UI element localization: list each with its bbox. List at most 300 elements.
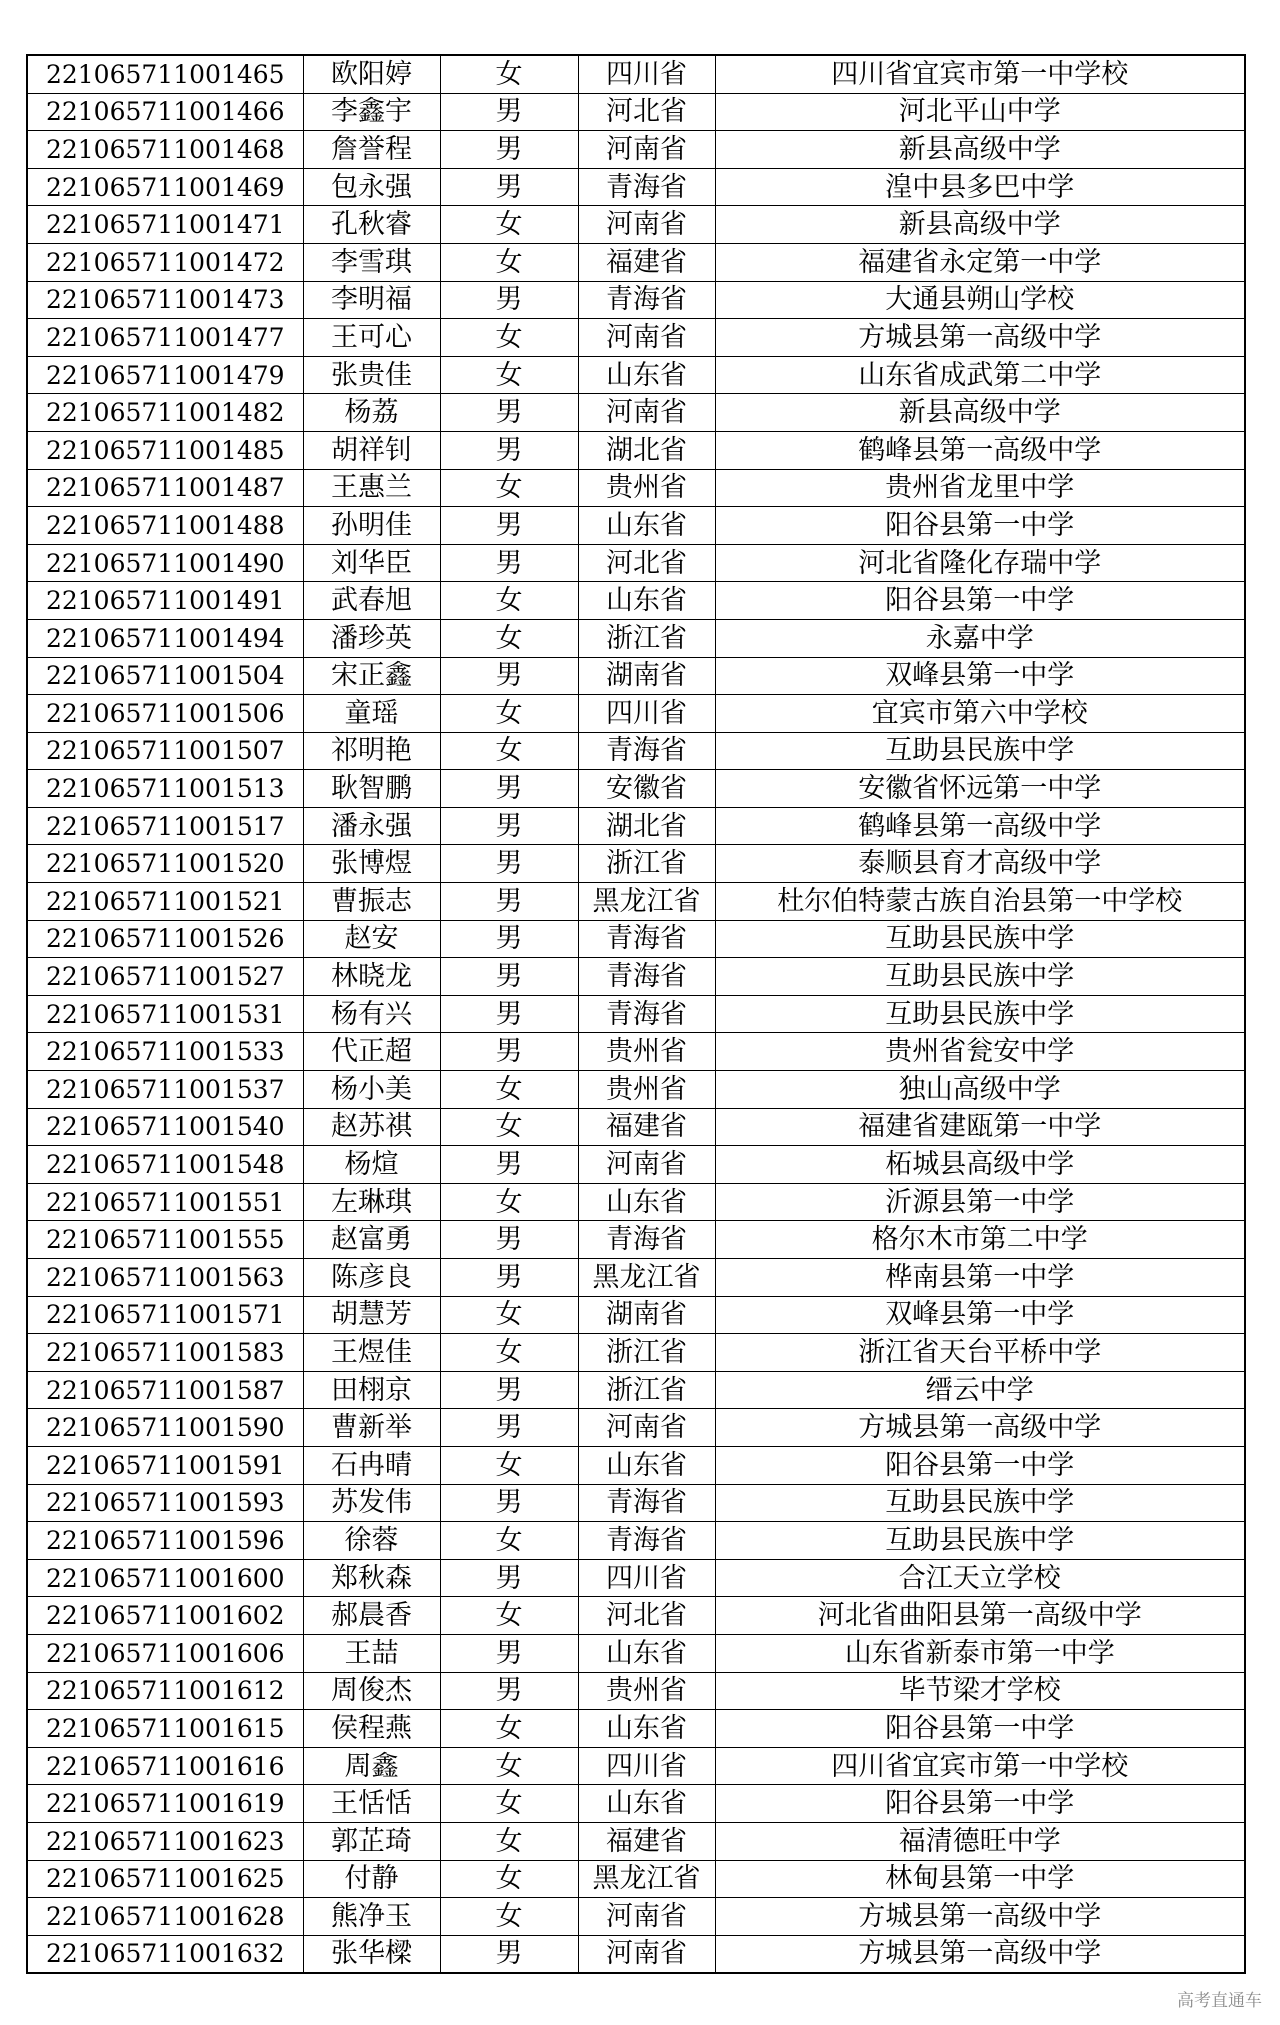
province-cell: 四川省 [578,695,715,733]
table-row [27,1522,1245,1560]
admission-list-body [27,55,1245,1973]
province-cell: 山东省 [578,1183,715,1221]
table-row [27,1860,1245,1898]
candidate-id-cell: 221065711001615 [27,1710,303,1748]
watermark-text: 高考直通车 [1177,1991,1262,2011]
name-cell: 刘华臣 [303,544,440,582]
school-cell: 湟中县多巴中学 [715,168,1245,206]
table-row [27,1898,1245,1936]
gender-cell: 男 [440,1221,578,1259]
table-row [27,770,1245,808]
school-cell: 大通县朔山学校 [715,281,1245,319]
name-cell: 林晓龙 [303,958,440,996]
name-cell: 孙明佳 [303,507,440,545]
school-cell: 互助县民族中学 [715,732,1245,770]
province-cell: 河北省 [578,544,715,582]
candidate-id-cell: 221065711001616 [27,1747,303,1785]
school-cell: 新县高级中学 [715,206,1245,244]
table-row [27,319,1245,357]
gender-cell: 男 [440,281,578,319]
candidate-id-cell: 221065711001487 [27,469,303,507]
candidate-id-cell: 221065711001527 [27,958,303,996]
province-cell: 贵州省 [578,1033,715,1071]
school-cell: 山东省新泰市第一中学 [715,1634,1245,1672]
province-cell: 山东省 [578,1446,715,1484]
table-row [27,55,1245,93]
gender-cell: 女 [440,1597,578,1635]
gender-cell: 男 [440,131,578,169]
school-cell: 林甸县第一中学 [715,1860,1245,1898]
name-cell: 徐蓉 [303,1522,440,1560]
province-cell: 青海省 [578,281,715,319]
province-cell: 安徽省 [578,770,715,808]
province-cell: 山东省 [578,1710,715,1748]
name-cell: 张华樑 [303,1935,440,1973]
province-cell: 贵州省 [578,1672,715,1710]
province-cell: 浙江省 [578,1334,715,1372]
name-cell: 王煜佳 [303,1334,440,1372]
school-cell: 杜尔伯特蒙古族自治县第一中学校 [715,883,1245,921]
school-cell: 贵州省龙里中学 [715,469,1245,507]
candidate-id-cell: 221065711001587 [27,1371,303,1409]
name-cell: 赵富勇 [303,1221,440,1259]
candidate-id-cell: 221065711001593 [27,1484,303,1522]
candidate-id-cell: 221065711001591 [27,1446,303,1484]
candidate-id-cell: 221065711001490 [27,544,303,582]
province-cell: 浙江省 [578,619,715,657]
name-cell: 张贵佳 [303,356,440,394]
table-row [27,1672,1245,1710]
table-row [27,1071,1245,1109]
table-row [27,243,1245,281]
school-cell: 新县高级中学 [715,394,1245,432]
school-cell: 柘城县高级中学 [715,1146,1245,1184]
name-cell: 李雪琪 [303,243,440,281]
table-row [27,1785,1245,1823]
gender-cell: 女 [440,1522,578,1560]
gender-cell: 男 [440,1559,578,1597]
candidate-id-cell: 221065711001619 [27,1785,303,1823]
province-cell: 四川省 [578,1559,715,1597]
candidate-id-cell: 221065711001506 [27,695,303,733]
table-row [27,431,1245,469]
school-cell: 泰顺县育才高级中学 [715,845,1245,883]
province-cell: 福建省 [578,243,715,281]
province-cell: 青海省 [578,168,715,206]
school-cell: 方城县第一高级中学 [715,319,1245,357]
name-cell: 胡祥钊 [303,431,440,469]
table-row [27,1146,1245,1184]
gender-cell: 男 [440,1259,578,1297]
gender-cell: 男 [440,1146,578,1184]
name-cell: 王恬恬 [303,1785,440,1823]
gender-cell: 男 [440,1484,578,1522]
gender-cell: 女 [440,1860,578,1898]
province-cell: 四川省 [578,1747,715,1785]
province-cell: 湖南省 [578,657,715,695]
province-cell: 河南省 [578,1898,715,1936]
school-cell: 桦南县第一中学 [715,1259,1245,1297]
province-cell: 河南省 [578,1935,715,1973]
name-cell: 郭芷琦 [303,1822,440,1860]
province-cell: 黑龙江省 [578,1259,715,1297]
name-cell: 付静 [303,1860,440,1898]
gender-cell: 女 [440,55,578,93]
school-cell: 鹤峰县第一高级中学 [715,431,1245,469]
candidate-id-cell: 221065711001472 [27,243,303,281]
school-cell: 河北平山中学 [715,93,1245,131]
gender-cell: 男 [440,958,578,996]
school-cell: 福建省永定第一中学 [715,243,1245,281]
candidate-id-cell: 221065711001482 [27,394,303,432]
school-cell: 沂源县第一中学 [715,1183,1245,1221]
table-row [27,168,1245,206]
province-cell: 四川省 [578,55,715,93]
name-cell: 胡慧芳 [303,1296,440,1334]
name-cell: 詹誉程 [303,131,440,169]
province-cell: 福建省 [578,1108,715,1146]
province-cell: 山东省 [578,356,715,394]
school-cell: 新县高级中学 [715,131,1245,169]
school-cell: 互助县民族中学 [715,1484,1245,1522]
candidate-id-cell: 221065711001623 [27,1822,303,1860]
table-row [27,131,1245,169]
name-cell: 王惠兰 [303,469,440,507]
school-cell: 宜宾市第六中学校 [715,695,1245,733]
name-cell: 郝晨香 [303,1597,440,1635]
table-row [27,1484,1245,1522]
candidate-id-cell: 221065711001540 [27,1108,303,1146]
table-row [27,958,1245,996]
table-row [27,995,1245,1033]
name-cell: 张博煜 [303,845,440,883]
school-cell: 浙江省天台平桥中学 [715,1334,1245,1372]
name-cell: 陈彦良 [303,1259,440,1297]
gender-cell: 女 [440,1334,578,1372]
table-row [27,1371,1245,1409]
candidate-id-cell: 221065711001537 [27,1071,303,1109]
table-row [27,1559,1245,1597]
school-cell: 格尔木市第二中学 [715,1221,1245,1259]
name-cell: 侯程燕 [303,1710,440,1748]
candidate-id-cell: 221065711001465 [27,55,303,93]
name-cell: 童瑶 [303,695,440,733]
province-cell: 贵州省 [578,469,715,507]
name-cell: 欧阳婷 [303,55,440,93]
name-cell: 石冉晴 [303,1446,440,1484]
table-row [27,1108,1245,1146]
province-cell: 山东省 [578,1785,715,1823]
school-cell: 安徽省怀远第一中学 [715,770,1245,808]
name-cell: 赵安 [303,920,440,958]
table-row [27,206,1245,244]
table-row [27,1597,1245,1635]
candidate-id-cell: 221065711001520 [27,845,303,883]
gender-cell: 女 [440,1108,578,1146]
province-cell: 浙江省 [578,845,715,883]
province-cell: 河北省 [578,1597,715,1635]
name-cell: 李鑫宇 [303,93,440,131]
name-cell: 曹新举 [303,1409,440,1447]
name-cell: 熊净玉 [303,1898,440,1936]
candidate-id-cell: 221065711001600 [27,1559,303,1597]
candidate-id-cell: 221065711001612 [27,1672,303,1710]
gender-cell: 女 [440,1747,578,1785]
school-cell: 互助县民族中学 [715,958,1245,996]
gender-cell: 男 [440,1371,578,1409]
table-row [27,507,1245,545]
school-cell: 毕节梁才学校 [715,1672,1245,1710]
table-row [27,657,1245,695]
gender-cell: 男 [440,657,578,695]
gender-cell: 男 [440,1409,578,1447]
school-cell: 合江天立学校 [715,1559,1245,1597]
gender-cell: 男 [440,168,578,206]
province-cell: 青海省 [578,920,715,958]
province-cell: 河南省 [578,1146,715,1184]
name-cell: 苏发伟 [303,1484,440,1522]
province-cell: 湖北省 [578,807,715,845]
name-cell: 田栩京 [303,1371,440,1409]
name-cell: 曹振志 [303,883,440,921]
province-cell: 浙江省 [578,1371,715,1409]
school-cell: 缙云中学 [715,1371,1245,1409]
gender-cell: 男 [440,920,578,958]
name-cell: 包永强 [303,168,440,206]
candidate-id-cell: 221065711001590 [27,1409,303,1447]
gender-cell: 女 [440,469,578,507]
gender-cell: 男 [440,507,578,545]
school-cell: 方城县第一高级中学 [715,1409,1245,1447]
school-cell: 互助县民族中学 [715,1522,1245,1560]
candidate-id-cell: 221065711001507 [27,732,303,770]
school-cell: 双峰县第一中学 [715,657,1245,695]
gender-cell: 男 [440,1672,578,1710]
province-cell: 青海省 [578,1221,715,1259]
name-cell: 李明福 [303,281,440,319]
province-cell: 山东省 [578,1634,715,1672]
candidate-id-cell: 221065711001596 [27,1522,303,1560]
school-cell: 阳谷县第一中学 [715,1785,1245,1823]
gender-cell: 女 [440,243,578,281]
candidate-id-cell: 221065711001555 [27,1221,303,1259]
gender-cell: 女 [440,356,578,394]
school-cell: 福清德旺中学 [715,1822,1245,1860]
candidate-id-cell: 221065711001494 [27,619,303,657]
candidate-id-cell: 221065711001548 [27,1146,303,1184]
gender-cell: 男 [440,93,578,131]
name-cell: 王喆 [303,1634,440,1672]
gender-cell: 男 [440,394,578,432]
province-cell: 湖南省 [578,1296,715,1334]
name-cell: 潘珍英 [303,619,440,657]
school-cell: 阳谷县第一中学 [715,582,1245,620]
gender-cell: 女 [440,206,578,244]
gender-cell: 男 [440,431,578,469]
school-cell: 鹤峰县第一高级中学 [715,807,1245,845]
name-cell: 杨有兴 [303,995,440,1033]
candidate-id-cell: 221065711001479 [27,356,303,394]
school-cell: 独山高级中学 [715,1071,1245,1109]
table-row [27,469,1245,507]
school-cell: 河北省曲阳县第一高级中学 [715,1597,1245,1635]
candidate-id-cell: 221065711001521 [27,883,303,921]
table-row [27,1334,1245,1372]
school-cell: 阳谷县第一中学 [715,1446,1245,1484]
candidate-id-cell: 221065711001571 [27,1296,303,1334]
table-row [27,1296,1245,1334]
province-cell: 青海省 [578,995,715,1033]
gender-cell: 男 [440,1634,578,1672]
school-cell: 福建省建瓯第一中学 [715,1108,1245,1146]
school-cell: 方城县第一高级中学 [715,1898,1245,1936]
name-cell: 耿智鹏 [303,770,440,808]
province-cell: 山东省 [578,507,715,545]
candidate-id-cell: 221065711001513 [27,770,303,808]
candidate-id-cell: 221065711001477 [27,319,303,357]
name-cell: 周鑫 [303,1747,440,1785]
table-row [27,1634,1245,1672]
gender-cell: 女 [440,619,578,657]
province-cell: 河南省 [578,1409,715,1447]
gender-cell: 女 [440,1898,578,1936]
candidate-id-cell: 221065711001583 [27,1334,303,1372]
gender-cell: 男 [440,845,578,883]
name-cell: 赵苏祺 [303,1108,440,1146]
candidate-id-cell: 221065711001468 [27,131,303,169]
province-cell: 河南省 [578,131,715,169]
table-row [27,1747,1245,1785]
candidate-id-cell: 221065711001551 [27,1183,303,1221]
province-cell: 河南省 [578,319,715,357]
gender-cell: 女 [440,1296,578,1334]
table-row [27,1409,1245,1447]
candidate-id-cell: 221065711001504 [27,657,303,695]
table-row [27,1221,1245,1259]
school-cell: 河北省隆化存瑞中学 [715,544,1245,582]
gender-cell: 男 [440,807,578,845]
province-cell: 河南省 [578,394,715,432]
gender-cell: 男 [440,995,578,1033]
gender-cell: 男 [440,1935,578,1973]
school-cell: 贵州省瓮安中学 [715,1033,1245,1071]
candidate-id-cell: 221065711001491 [27,582,303,620]
province-cell: 青海省 [578,1522,715,1560]
candidate-id-cell: 221065711001531 [27,995,303,1033]
candidate-id-cell: 221065711001471 [27,206,303,244]
school-cell: 四川省宜宾市第一中学校 [715,1747,1245,1785]
candidate-id-cell: 221065711001466 [27,93,303,131]
province-cell: 贵州省 [578,1071,715,1109]
gender-cell: 男 [440,883,578,921]
name-cell: 祁明艳 [303,732,440,770]
table-row [27,1822,1245,1860]
candidate-id-cell: 221065711001628 [27,1898,303,1936]
gender-cell: 男 [440,1033,578,1071]
province-cell: 湖北省 [578,431,715,469]
gender-cell: 女 [440,319,578,357]
candidate-id-cell: 221065711001632 [27,1935,303,1973]
name-cell: 郑秋森 [303,1559,440,1597]
candidate-id-cell: 221065711001625 [27,1860,303,1898]
name-cell: 代正超 [303,1033,440,1071]
gender-cell: 女 [440,582,578,620]
province-cell: 河北省 [578,93,715,131]
candidate-id-cell: 221065711001606 [27,1634,303,1672]
gender-cell: 女 [440,1071,578,1109]
candidate-id-cell: 221065711001526 [27,920,303,958]
gender-cell: 女 [440,1183,578,1221]
province-cell: 青海省 [578,732,715,770]
school-cell: 双峰县第一中学 [715,1296,1245,1334]
table-row [27,281,1245,319]
gender-cell: 女 [440,732,578,770]
name-cell: 杨荔 [303,394,440,432]
school-cell: 阳谷县第一中学 [715,507,1245,545]
name-cell: 潘永强 [303,807,440,845]
table-row [27,619,1245,657]
table-row [27,582,1245,620]
gender-cell: 女 [440,1785,578,1823]
table-row [27,1259,1245,1297]
name-cell: 周俊杰 [303,1672,440,1710]
candidate-id-cell: 221065711001563 [27,1259,303,1297]
table-row [27,695,1245,733]
name-cell: 左琳琪 [303,1183,440,1221]
gender-cell: 女 [440,1710,578,1748]
table-row [27,807,1245,845]
candidate-id-cell: 221065711001485 [27,431,303,469]
gender-cell: 女 [440,695,578,733]
school-cell: 互助县民族中学 [715,920,1245,958]
province-cell: 福建省 [578,1822,715,1860]
name-cell: 王可心 [303,319,440,357]
candidate-id-cell: 221065711001488 [27,507,303,545]
name-cell: 孔秋睿 [303,206,440,244]
table-row [27,1033,1245,1071]
province-cell: 青海省 [578,1484,715,1522]
candidate-id-cell: 221065711001602 [27,1597,303,1635]
school-cell: 互助县民族中学 [715,995,1245,1033]
gender-cell: 男 [440,770,578,808]
gender-cell: 男 [440,544,578,582]
name-cell: 宋正鑫 [303,657,440,695]
name-cell: 杨煊 [303,1146,440,1184]
name-cell: 武春旭 [303,582,440,620]
table-row [27,920,1245,958]
school-cell: 永嘉中学 [715,619,1245,657]
province-cell: 山东省 [578,582,715,620]
table-row [27,356,1245,394]
table-row [27,93,1245,131]
school-cell: 四川省宜宾市第一中学校 [715,55,1245,93]
gender-cell: 女 [440,1822,578,1860]
table-row [27,732,1245,770]
table-row [27,1183,1245,1221]
province-cell: 河南省 [578,206,715,244]
school-cell: 山东省成武第二中学 [715,356,1245,394]
admission-list-table [26,54,1246,1974]
school-cell: 阳谷县第一中学 [715,1710,1245,1748]
name-cell: 杨小美 [303,1071,440,1109]
school-cell: 方城县第一高级中学 [715,1935,1245,1973]
candidate-id-cell: 221065711001469 [27,168,303,206]
table-row [27,394,1245,432]
table-row [27,1446,1245,1484]
province-cell: 黑龙江省 [578,883,715,921]
province-cell: 青海省 [578,958,715,996]
table-row [27,544,1245,582]
